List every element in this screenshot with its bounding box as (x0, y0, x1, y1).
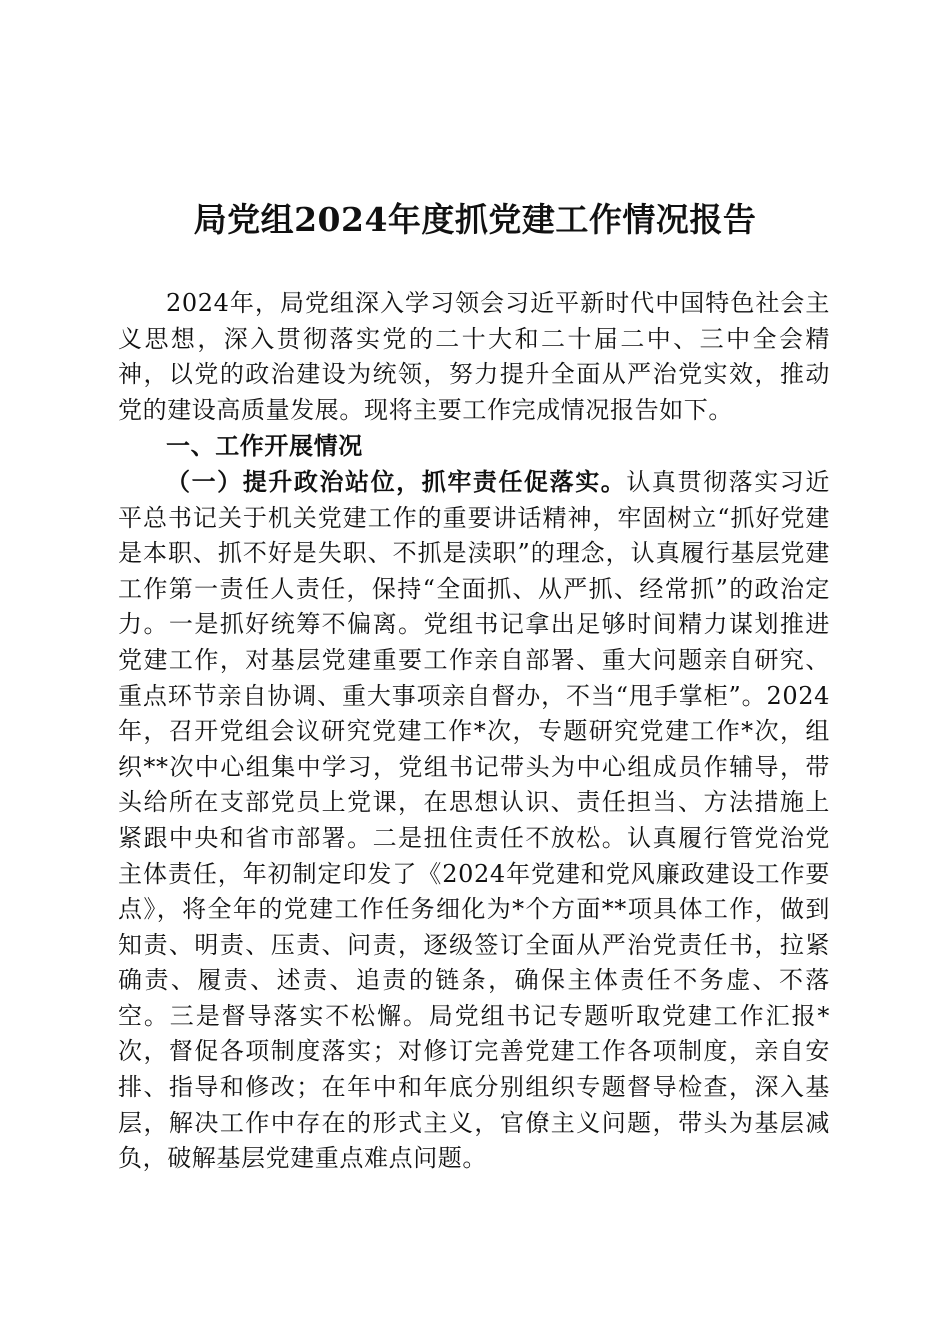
intro-paragraph: 2024年，局党组深入学习领会习近平新时代中国特色社会主义思想，深入贯彻落实党的二十大和二十届二中、三中全会精神，以党的政治建设为统领，努力提升全面从严治党实效，推动党的建设高质量发展。现将主要工作完成情况报告如下。 (118, 289, 830, 424)
section-heading-work-status: 一、工作开展情况 (166, 431, 363, 461)
subsection-lead: （一）提升政治站位，抓牢责任促落实。 (166, 466, 627, 496)
document-body (118, 286, 830, 1177)
subsection-paragraph-political-standing (118, 464, 830, 1177)
subsection-body: 认真贯彻落实习近平总书记关于机关党建工作的重要讲话精神，牢固树立“抓好党建是本职、抓不好是失职、不抓是渎职”的理念，认真履行基层党建工作第一责任人责任，保持“全面抓、从严抓、经常抓”的政治定力。一是抓好统筹不偏离。党组书记拿出足够时间精力谋划推进党建工作，对基层党建重要工作亲自部署、重大问题亲自研究、重点环节亲自协调、重大事项亲自督办，不当“甩手掌柜”。2024年，召开党组会议研究党建工作*次，专题研究党建工作*次，组织**次中心组集中学习，党组书记带头为中心组成员作辅导，带头给所在支部党员上党课，在思想认识、责任担当、方法措施上紧跟中央和省市部署。二是扭住责任不放松。认真履行管党治党主体责任，年初制定印发了《2024年党建和党风廉政建设工作要点》，将全年的党建工作任务细化为*个方面**项具体工作，做到知责、明责、压责、问责，逐级签订全面从严治党责任书，拉紧确责、履责、述责、追责的链条，确保主体责任不务虚、不落空。三是督导落实不松懈。局党组书记专题听取党建工作汇报*次，督促各项制度落实；对修订完善党建工作各项制度，亲自安排、指导和修改；在年中和年底分别组织专题督导检查，深入基层，解决工作中存在的形式主义，官僚主义问题，带头为基层减负，破解基层党建重点难点问题。 (118, 467, 830, 1173)
document-title: 局党组2024年度抓党建工作情况报告 (193, 200, 757, 239)
